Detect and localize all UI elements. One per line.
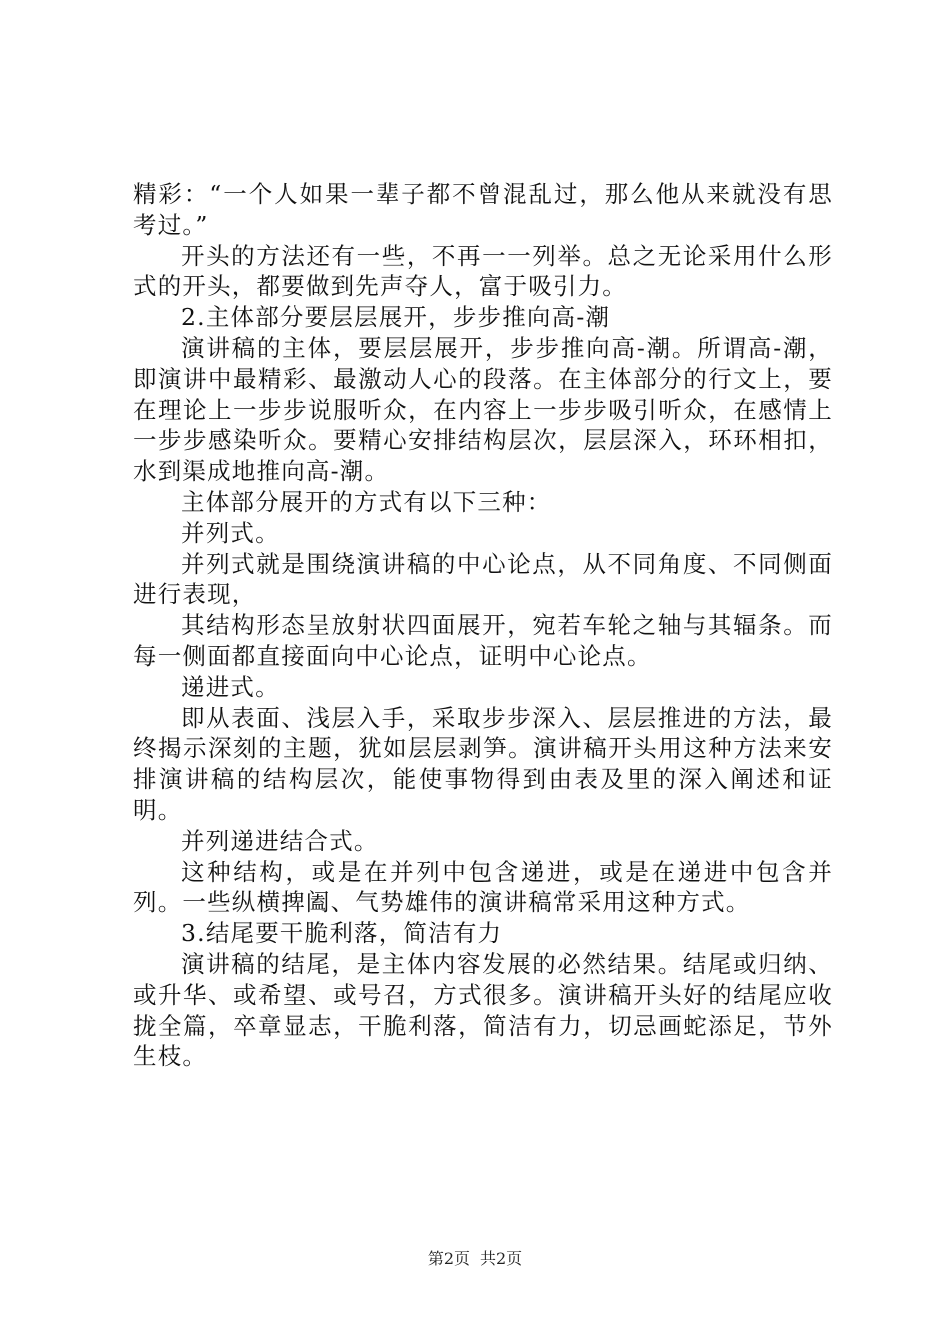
paragraph: 演讲稿的主体，要层层展开，步步推向高-潮。所谓高-潮，即演讲中最精彩、最激动人心的段落。在主体部分的行文上，要在理论上一步步说服听众，在内容上一步步吸引听众，在感情上一步步感染听众。要精心安排结构层次，层层深入，环环相扣，水到渠成地推向高-潮。: [133, 333, 833, 486]
document-body: [133, 179, 833, 1072]
paragraph: 并列式就是围绕演讲稿的中心论点，从不同角度、不同侧面进行表现，: [133, 549, 833, 609]
paragraph: 主体部分展开的方式有以下三种：: [181, 487, 552, 516]
page-total: 共2页: [480, 1249, 523, 1268]
subheading: 并列递进结合式。: [181, 826, 379, 855]
paragraph: 即从表面、浅层入手，采取步步深入、层层推进的方法，最终揭示深刻的主题，犹如层层剥笋。演讲稿开头用这种方法来安排演讲稿的结构层次，能使事物得到由表及里的深入阐述和证明。: [133, 703, 833, 824]
section-heading: 3.结尾要干脆利落，简洁有力: [181, 919, 503, 948]
paragraph: 这种结构，或是在并列中包含递进，或是在递进中包含并列。一些纵横捭阖、气势雄伟的演讲稿常采用这种方式。: [133, 857, 833, 917]
paragraph: 演讲稿的结尾，是主体内容发展的必然结果。结尾或归纳、或升华、或希望、或号召，方式很多。演讲稿开头好的结尾应收拢全篇，卒章显志，干脆利落，简洁有力，切忌画蛇添足，节外生枝。: [133, 949, 833, 1071]
paragraph-continuation: 精彩：“一个人如果一辈子都不曾混乱过，那么他从来就没有思考过。”: [133, 180, 833, 239]
page-footer: [0, 1246, 950, 1269]
subheading: 并列式。: [181, 518, 280, 547]
paragraph: 开头的方法还有一些，不再一一列举。总之无论采用什么形式的开头，都要做到先声夺人，富于吸引力。: [133, 241, 833, 301]
page-number: 第2页: [427, 1249, 470, 1268]
section-heading: 2.主体部分要层层展开，步步推向高-潮: [181, 303, 611, 332]
subheading: 递进式。: [181, 672, 280, 701]
paragraph: 其结构形态呈放射状四面展开，宛若车轮之轴与其辐条。而每一侧面都直接面向中心论点，证明中心论点。: [133, 611, 833, 670]
